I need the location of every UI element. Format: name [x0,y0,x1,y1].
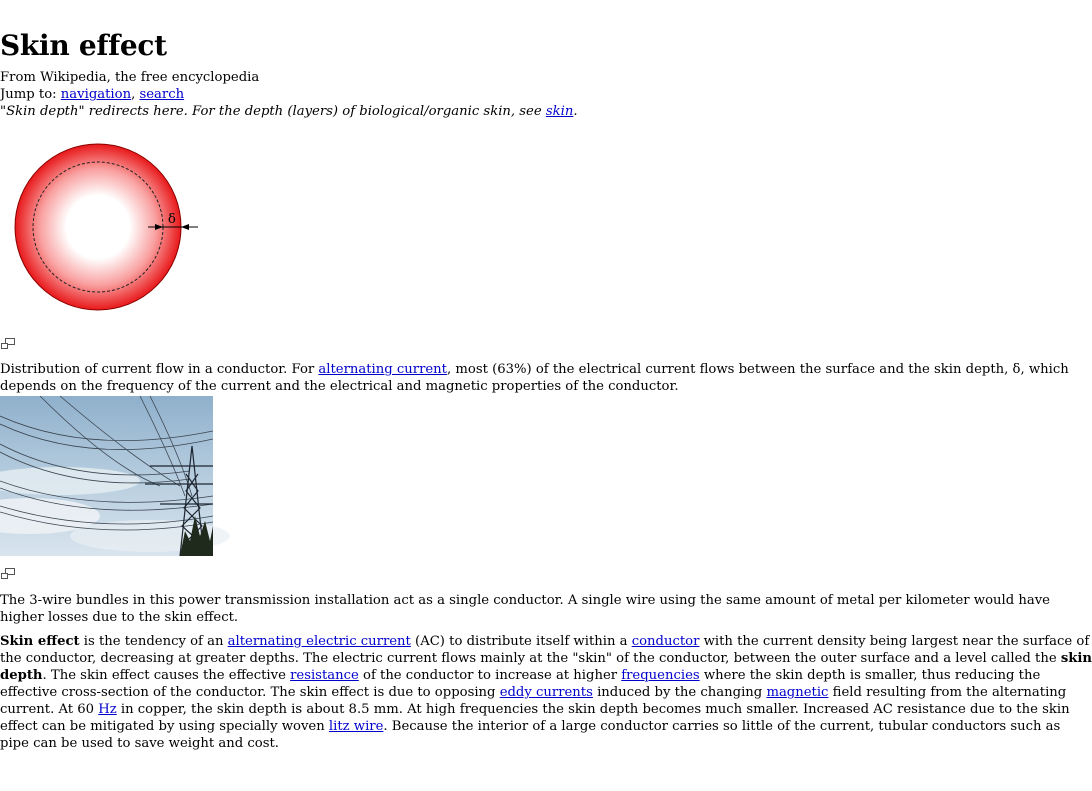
jump-links [0,86,184,103]
navigation-link[interactable]: navigation [60,87,132,102]
body-text: field resulting from the alternating [828,685,1067,700]
caption-text: Distribution of current flow in a conductor. For [0,362,319,377]
alternating-electric-current-link[interactable]: alternating electric current [227,634,411,649]
hatnote-text: "Skin depth" redirects here. For the depth (layers) of biological/organic skin, see [0,104,546,119]
body-text: is the tendency of an [79,634,228,649]
body-text: induced by the changing [592,685,767,700]
magnify-clip-icon[interactable] [1,568,15,579]
skin-link[interactable]: skin [545,104,574,119]
body-line-3 [0,667,1040,684]
body-text: where the skin depth is smaller, thus reducing the [699,668,1041,683]
delta-symbol: δ [168,212,176,227]
search-link[interactable]: search [139,87,185,102]
body-line-1 [0,633,1089,650]
caption-text: , most (63%) of the electrical current flows between the surface and the skin depth, δ, which [446,362,1069,377]
frequencies-link[interactable]: frequencies [621,668,700,683]
body-line-5 [0,701,1070,718]
body-text: the conductor, decreasing at greater depths. The electric current flows mainly at the "skin" of the conductor, between the outer surface and a level called the [0,651,1061,666]
power-lines-photo-svg [0,396,213,556]
body-text: of the conductor to increase at higher [358,668,622,683]
figure2-caption-line2: higher losses due to the skin effect. [0,610,239,625]
body-text: effect can be mitigated by using specially woven [0,719,329,734]
jump-separator: , [131,87,140,102]
body-line-4 [0,684,1066,701]
skin-effect-diagram-svg [0,140,205,315]
tagline: From Wikipedia, the free encyclopedia [0,70,260,85]
conductor-link[interactable]: conductor [631,634,700,649]
body-text: (AC) to distribute itself within a [410,634,632,649]
body-line-6 [0,718,1060,735]
body-text: . Because the interior of a large conductor carries so little of the current, tubular conductors such as [383,719,1061,734]
hz-link[interactable]: Hz [98,702,117,717]
body-text: . The skin effect causes the effective [42,668,291,683]
depth-arrow-right [181,224,189,230]
body-text: current. At 60 [0,702,99,717]
figure1-caption-line2: depends on the frequency of the current and the electrical and magnetic properties of the conductor. [0,379,679,394]
magnetic-link[interactable]: magnetic [766,685,829,700]
skin-effect-diagram[interactable] [0,140,205,315]
litz-wire-link[interactable]: litz wire [328,719,384,734]
resistance-link[interactable]: resistance [290,668,359,683]
bold-term: skin [1060,651,1092,666]
body-line-7: pipe can be used to save weight and cost. [0,736,279,751]
hatnote-suffix: . [573,104,578,119]
figure2-caption-line1: The 3-wire bundles in this power transmission installation act as a single conductor. A single wire using the same amount of metal per kilometer would have [0,593,1050,608]
body-line-2 [0,650,1092,667]
body-text: with the current density being largest near the surface of [699,634,1090,649]
bold-term: depth [0,668,43,683]
figure1-caption-line1 [0,361,1069,378]
body-text: effective cross-section of the conductor. The skin effect is due to opposing [0,685,500,700]
alternating-current-link[interactable]: alternating current [318,362,447,377]
eddy-currents-link[interactable]: eddy currents [499,685,593,700]
hatnote [0,103,578,120]
body-text: in copper, the skin depth is about 8.5 mm. At high frequencies the skin depth becomes much smaller. Increased AC resistance due to the skin [116,702,1070,717]
jump-prefix: Jump to: [0,87,61,102]
page-title: Skin effect [0,29,167,62]
magnify-clip-icon[interactable] [1,338,15,349]
power-lines-photo[interactable] [0,396,213,556]
bold-term: Skin effect [0,634,80,649]
